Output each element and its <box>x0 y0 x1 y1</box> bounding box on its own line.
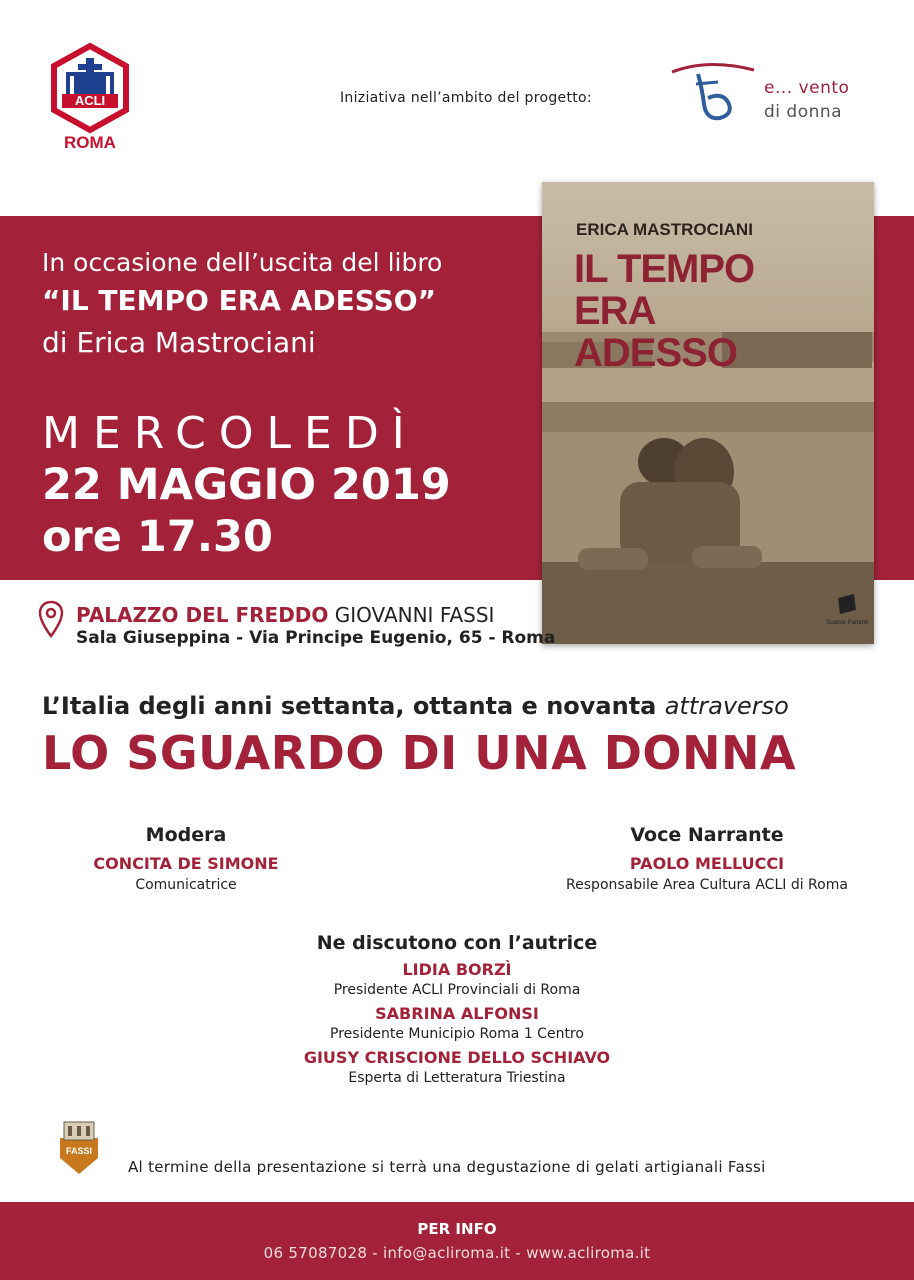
author-line: di Erica Mastrociani <box>42 326 316 359</box>
book-cover-author: ERICA MASTROCIANI <box>576 220 753 239</box>
book-cover-title <box>574 248 804 374</box>
book-cover-title-line2: ERA ADESSO <box>574 289 737 375</box>
discussant-name: LIDIA BORZÌ <box>402 960 512 979</box>
book-title: “IL TEMPO ERA ADESSO” <box>42 284 436 317</box>
headline: LO SGUARDO DI UNA DONNA <box>42 726 797 780</box>
info-bar <box>0 1202 914 1280</box>
venue-name-regular: GIOVANNI FASSI <box>328 603 495 627</box>
fassi-logo <box>58 1118 100 1176</box>
discussant-role: Presidente Municipio Roma 1 Centro <box>330 1026 584 1042</box>
acli-logo-subtext: ROMA <box>64 133 116 152</box>
book-cover-photo <box>542 332 874 644</box>
discussants-heading: Ne discutono con l’autrice <box>316 932 598 954</box>
discussants-block <box>200 932 714 1086</box>
evento-logo-line1: e... vento <box>764 78 850 98</box>
tagline-italic: attraverso <box>664 692 789 720</box>
moderator-role: Comunicatrice <box>135 877 237 893</box>
evento-di-donna-logo <box>668 58 878 128</box>
tagline <box>42 692 789 720</box>
venue-address: Sala Giuseppina - Via Principe Eugenio, 65 - Roma <box>76 628 556 648</box>
closing-note: Al termine della presentazione si terrà una degustazione di gelati artigianali Fassi <box>128 1158 766 1176</box>
event-time: ore 17.30 <box>42 512 273 562</box>
acli-roma-logo <box>48 44 132 152</box>
info-contacts: 06 57087028 - info@acliroma.it - www.acliroma.it <box>263 1244 651 1262</box>
discussant-role: Presidente ACLI Provinciali di Roma <box>333 982 581 998</box>
narrator-name: PAOLO MELLUCCI <box>629 854 785 873</box>
discussant-name: GIUSY CRISCIONE DELLO SCHIAVO <box>303 1048 611 1067</box>
moderator-block <box>66 824 306 893</box>
venue-name <box>76 603 494 627</box>
acli-logo-text: ACLI <box>74 93 106 108</box>
discussant-name: SABRINA ALFONSI <box>375 1004 539 1023</box>
discussant-role: Esperta di Letteratura Triestina <box>348 1070 566 1086</box>
fassi-logo-text: FASSI <box>65 1146 93 1156</box>
moderator-heading: Modera <box>145 824 227 846</box>
publisher-logo <box>825 590 869 630</box>
narrator-role: Responsabile Area Cultura ACLI di Roma <box>566 877 848 893</box>
intro-line: In occasione dell’uscita del libro <box>42 248 443 277</box>
project-label: Iniziativa nell’ambito del progetto: <box>340 90 592 106</box>
narrator-block <box>530 824 884 893</box>
moderator-name: CONCITA DE SIMONE <box>93 854 279 873</box>
evento-logo-line2: di donna <box>764 102 843 122</box>
narrator-heading: Voce Narrante <box>630 824 784 846</box>
event-date: 22 MAGGIO 2019 <box>42 460 451 510</box>
event-weekday: MERCOLEDÌ <box>42 408 418 459</box>
book-cover-title-line1: IL TEMPO <box>574 247 755 291</box>
info-heading: PER INFO <box>417 1220 497 1238</box>
book-cover-image <box>542 182 874 644</box>
location-pin-icon <box>38 600 64 640</box>
venue-name-bold: PALAZZO DEL FREDDO <box>76 603 329 627</box>
tagline-text: L’Italia degli anni settanta, ottanta e novanta <box>42 692 665 720</box>
publisher-name: Scatole Parlanti <box>825 620 869 626</box>
